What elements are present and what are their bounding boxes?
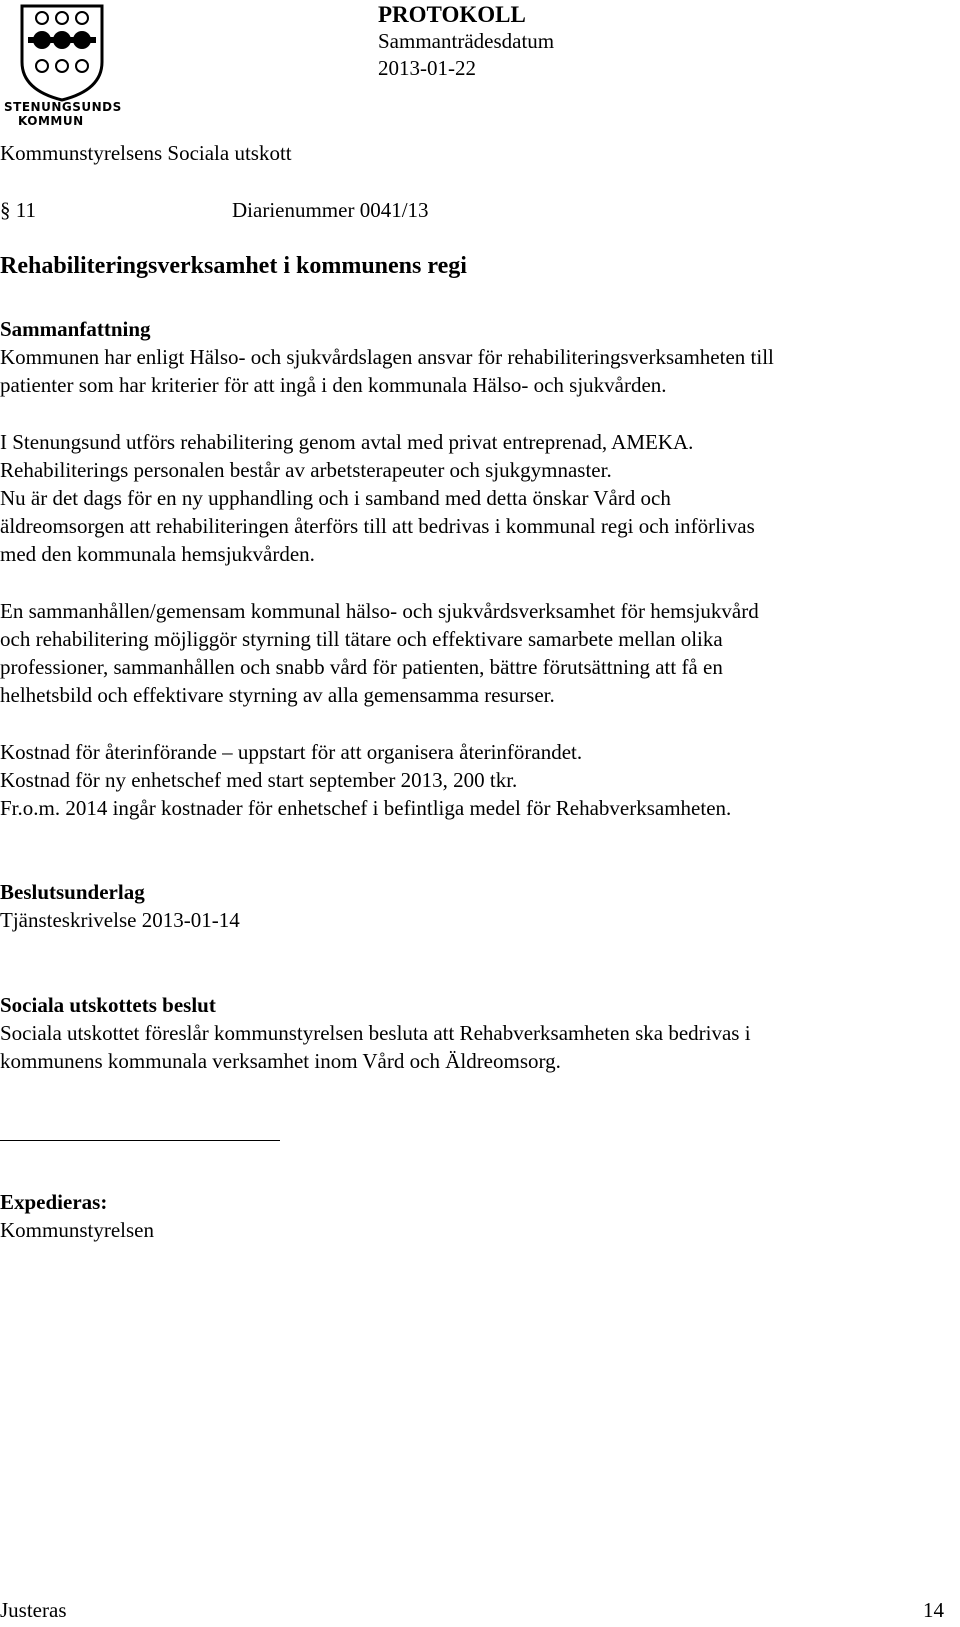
body-line: helhetsbild och effektivare styrning av alla gemensamma resurser. xyxy=(0,683,555,707)
logo-line-1: STENUNGSUNDS xyxy=(4,100,122,114)
meeting-date-label: Sammanträdesdatum xyxy=(378,29,555,53)
body-line: med den kommunala hemsjukvården. xyxy=(0,542,315,566)
decision-heading: Sociala utskottets beslut xyxy=(0,993,216,1017)
signature-rule xyxy=(0,1140,280,1141)
page-number: 14 xyxy=(923,1598,944,1622)
section-number: § 11 xyxy=(0,198,36,222)
item-title: Rehabiliteringsverksamhet i kommunens regi xyxy=(0,253,467,279)
diary-number: Diarienummer 0041/13 xyxy=(232,198,429,222)
basis-heading: Beslutsunderlag xyxy=(0,880,145,904)
basis-item: Tjänsteskrivelse 2013-01-14 xyxy=(0,908,240,932)
municipality-logo xyxy=(4,2,122,128)
summary-line: patienter som har kriterier för att ingå i den kommunala Hälso- och sjukvården. xyxy=(0,373,667,397)
body-line: äldreomsorgen att rehabiliteringen återförs till att bedrivas i kommunal regi och införlivas xyxy=(0,514,755,538)
dispatch-recipient: Kommunstyrelsen xyxy=(0,1218,154,1242)
body-line: En sammanhållen/gemensam kommunal hälso- och sjukvårdsverksamhet för hemsjukvård xyxy=(0,599,759,623)
committee-name: Kommunstyrelsens Sociala utskott xyxy=(0,141,292,165)
cost-line: Kostnad för återinförande – uppstart för att organisera återinförandet. xyxy=(0,740,583,764)
meeting-date: 2013-01-22 xyxy=(378,56,476,80)
body-line: och rehabilitering möjliggör styrning till tätare och effektivare samarbete mellan olika xyxy=(0,627,723,651)
body-line: I Stenungsund utförs rehabilitering genom avtal med privat entreprenad, AMEKA. xyxy=(0,430,694,454)
body-line: Rehabiliterings personalen består av arbetsterapeuter och sjukgymnaster. xyxy=(0,458,612,482)
document-type: PROTOKOLL xyxy=(378,2,526,27)
cost-line: Fr.o.m. 2014 ingår kostnader för enhetschef i befintliga medel för Rehabverksamheten. xyxy=(0,796,732,820)
cost-line: Kostnad för ny enhetschef med start september 2013, 200 tkr. xyxy=(0,768,518,792)
summary-line: Kommunen har enligt Hälso- och sjukvårdslagen ansvar för rehabiliteringsverksamheten till xyxy=(0,345,774,369)
footer-verify-label: Justeras xyxy=(0,1598,67,1622)
decision-line: Sociala utskottet föreslår kommunstyrelsen besluta att Rehabverksamheten ska bedrivas i xyxy=(0,1021,751,1045)
coat-of-arms-icon xyxy=(16,2,108,102)
body-line: professioner, sammanhållen och snabb vård för patienten, bättre förutsättning att få en xyxy=(0,655,723,679)
body-line: Nu är det dags för en ny upphandling och i samband med detta önskar Vård och xyxy=(0,486,671,510)
decision-line: kommunens kommunala verksamhet inom Vård och Äldreomsorg. xyxy=(0,1049,561,1073)
logo-line-2: KOMMUN xyxy=(18,114,84,128)
dispatch-heading: Expedieras: xyxy=(0,1190,108,1214)
summary-heading: Sammanfattning xyxy=(0,317,151,341)
